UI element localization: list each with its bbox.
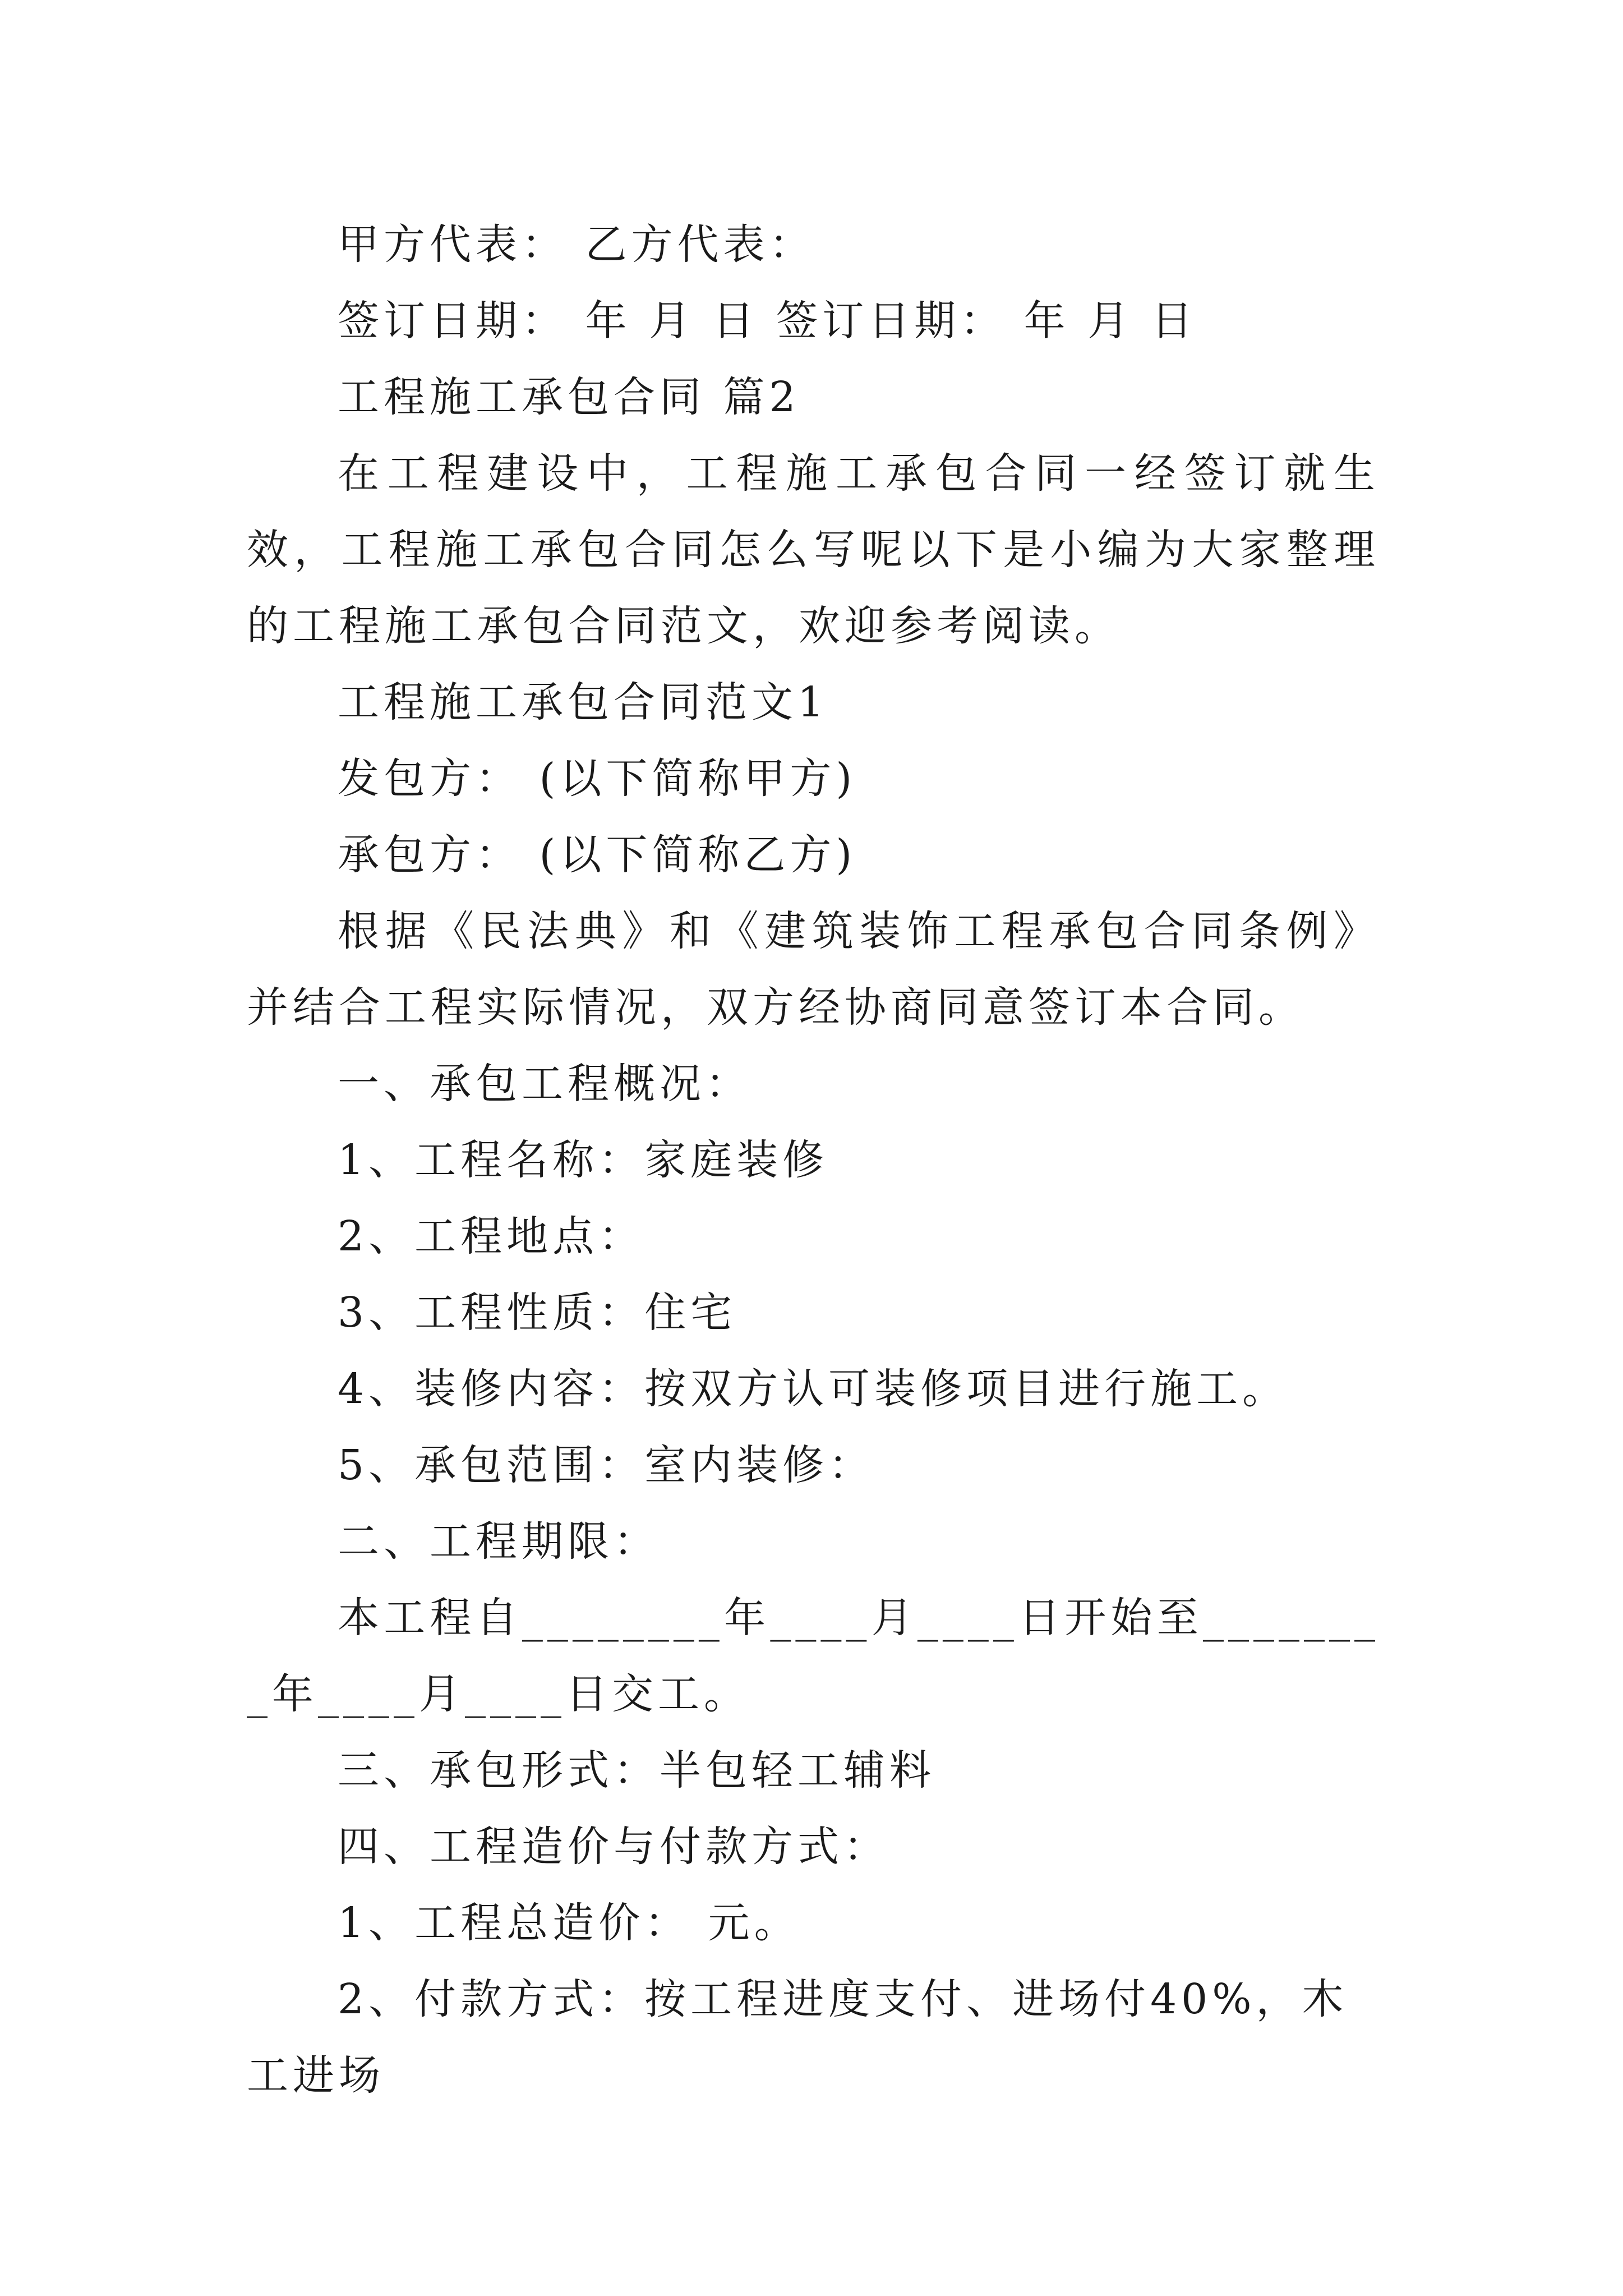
clause-item: 4、装修内容：按双方认可装修项目进行施工。: [338, 1365, 1289, 1413]
clause-item: 2、工程地点：: [338, 1212, 645, 1260]
clause-item: 2、付款方式：按工程进度支付、进场付40%，木工进场: [247, 1975, 1348, 2100]
section-title: 工程施工承包合同 篇2: [338, 373, 800, 421]
sample-title: 工程施工承包合同范文1: [338, 678, 829, 726]
clause-heading-1: 一、承包工程概况：: [338, 1060, 751, 1108]
clause-item: 1、工程名称：家庭装修: [338, 1136, 829, 1184]
contractor-line: 承包方： (以下简称乙方): [338, 831, 857, 879]
clause-heading-3: 三、承包形式：半包轻工辅料: [338, 1746, 935, 1795]
period-paragraph: 本工程自________年____月____日开始至________年____月____日交工。: [247, 1594, 1380, 1718]
clause-item: 3、工程性质：住宅: [338, 1289, 737, 1337]
clause-heading-2: 二、工程期限：: [338, 1517, 660, 1566]
clause-item: 5、承包范围：室内装修：: [338, 1441, 875, 1489]
clause-item: 1、工程总造价： 元。: [338, 1899, 800, 1947]
document-body: [247, 206, 1380, 2114]
party-a-b-representatives: 甲方代表： 乙方代表：: [338, 220, 815, 269]
intro-paragraph: 在工程建设中，工程施工承包合同一经签订就生效，工程施工承包合同怎么写呢以下是小编为大家整理的工程施工承包合同范文，欢迎参考阅读。: [247, 449, 1380, 650]
clause-heading-4: 四、工程造价与付款方式：: [338, 1823, 889, 1871]
basis-paragraph: 根据《民法典》和《建筑装饰工程承包合同条例》 并结合工程实际情况，双方经协商同意签订本合同。: [247, 907, 1380, 1032]
signing-dates: 签订日期： 年 月 日 签订日期： 年 月 日: [338, 297, 1197, 345]
employer-line: 发包方： (以下简称甲方): [338, 754, 857, 803]
